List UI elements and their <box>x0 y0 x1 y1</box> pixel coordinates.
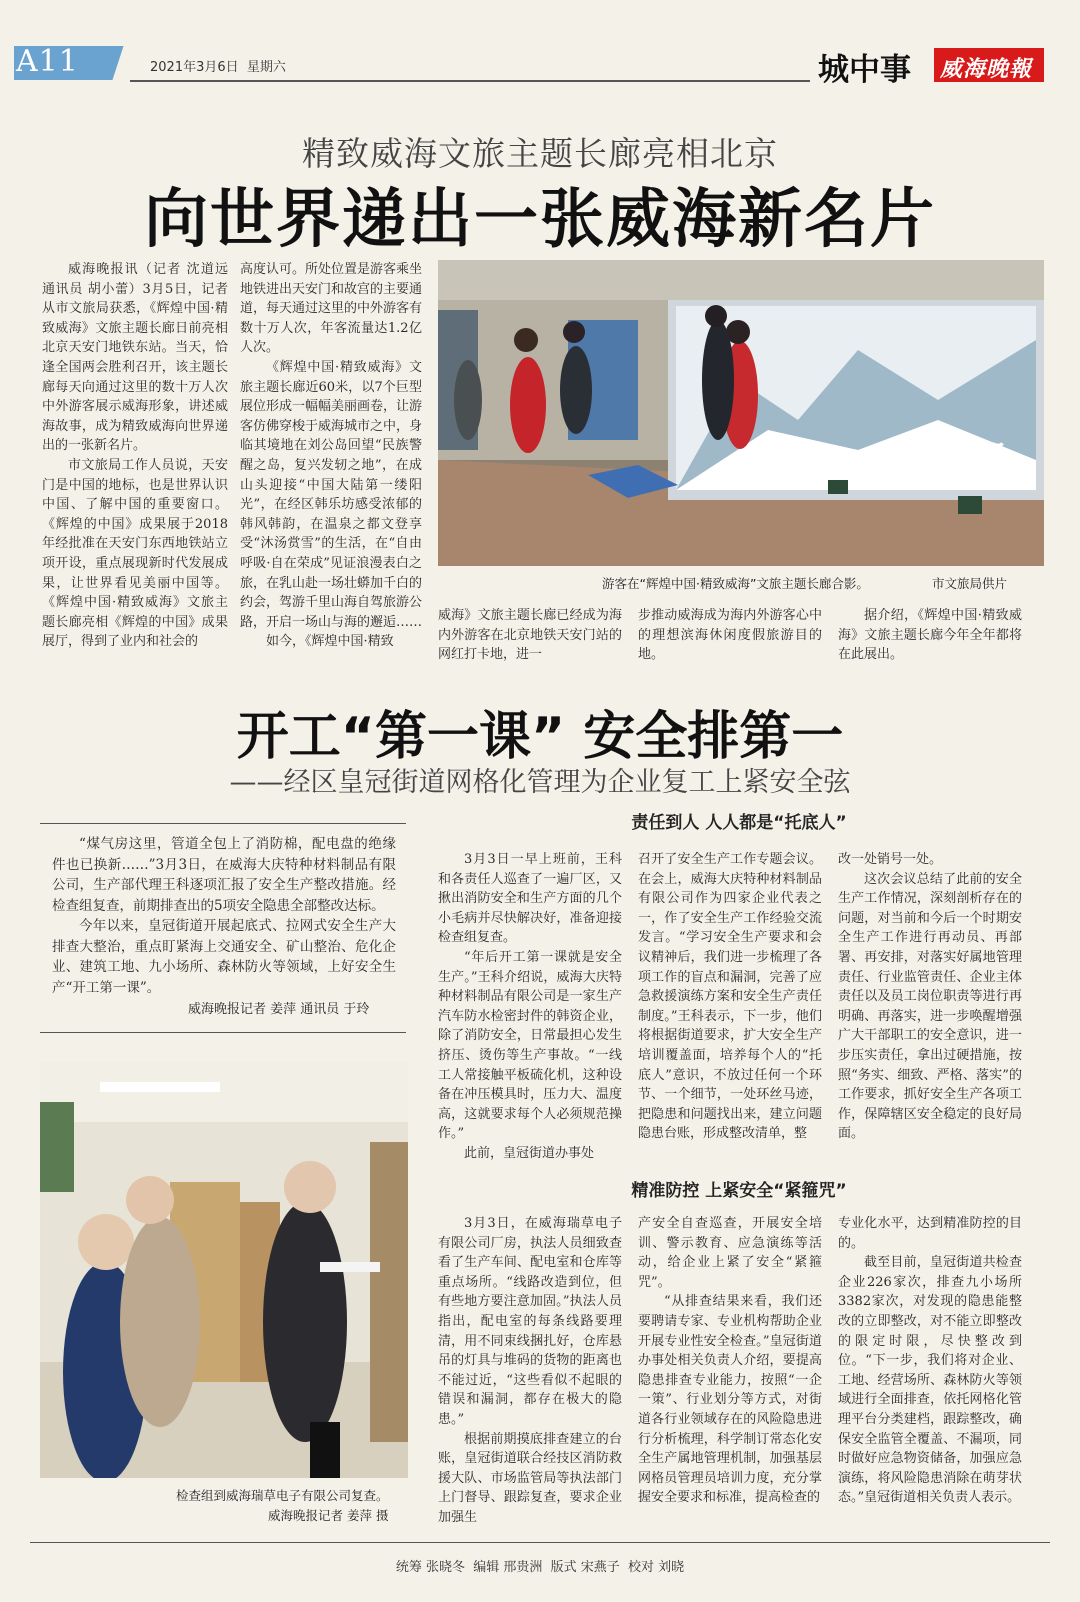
story1-column-2 <box>240 260 422 652</box>
story2-sec1-col-2 <box>638 850 822 1144</box>
footer-rule <box>30 1542 1050 1543</box>
paragraph: 截至目前，皇冠街道共检查企业226家次，排查九小场所3382家次，对发现的隐患能整改的立即整改，对不能立即整改的限定时限，尽快整改到位。“下一步，我们将对企业、工地、经营场所、森林防火等领域进行全面排查，依托网格化管理平台分类建档，跟踪整改，确保安全监管全覆盖、不漏项，同时做好应急物资储备，加强应急演练，将风险隐患消除在萌芽状态。”皇冠街道相关负责人表示。 <box>838 1255 1022 1506</box>
paragraph: 召开了安全生产工作专题会议。在会上，威海大庆特种材料制品有限公司作为四家企业代表之一，作了安全生产工作经验交流发言。“学习安全生产要求和会议精神后，我们进一步梳理了各项工作的盲点和漏洞，完善了应急救援演练方案和安全生产责任制度。”王科表示，下一步，他们将根据街道要求，扩大安全生产培训覆盖面，培养每个人的“托底人”意识，不放过任何一个环节、一个细节，一处环丝马迹，把隐患和问题找出来，建立问题隐患台账，形成整改清单，整 <box>638 852 822 1142</box>
lead-bottom-rule <box>40 1032 406 1033</box>
story1-bottom-col-3 <box>838 606 1022 665</box>
story2-sec2-col-2 <box>638 1214 822 1508</box>
story2-byline: 威海晚报记者 姜萍 通讯员 于玲 <box>188 1002 370 1017</box>
story2-sec1-col-1 <box>438 850 622 1164</box>
paragraph: 威海晚报讯（记者 沈道远 通讯员 胡小蕾）3月5日，记者从市文旅局获悉，《辉煌中国·精致威海》文旅主题长廊日前亮相北京天安门地铁东站。当天，恰逢全国两会胜利召开，该主题长廊每天向通过这里的数十万人次中外游客展示威海形象，讲述威海故事，成为精致威海向世界递出的一张新名片。 <box>42 262 228 454</box>
story1-bottom-col-2 <box>638 606 822 665</box>
story2-sec2-col-3 <box>838 1214 1022 1508</box>
section-title: 城中事 <box>818 52 911 88</box>
story2-subheadline: ——经区皇冠街道网格化管理为企业复工上紧安全弦 <box>229 767 851 798</box>
story2-headline: 开工“第一课” 安全排第一 <box>236 707 844 767</box>
story1-headline: 向世界递出一张威海新名片 <box>144 183 936 257</box>
story2-photo-caption: 检查组到威海瑞草电子有限公司复查。 <box>176 1488 389 1503</box>
paragraph: 根据前期摸底排查建立的台账，皇冠街道联合经技区消防救援大队、市场监管局等执法部门上门督导、跟踪复查，要求企业加强生 <box>438 1431 622 1525</box>
masthead-rule <box>130 80 810 82</box>
paragraph: 此前，皇冠街道办事处 <box>464 1145 595 1161</box>
paragraph: 《辉煌中国·精致威海》文旅主题长廊近60米，以7个巨型展位形成一幅幅美丽画卷，让游客仿佛穿梭于威海城市之中，身临其境地在刘公岛回望“民族警醒之岛，复兴发轫之地”，在成山头迎接“中国大陆第一缕阳光”，在经区韩乐坊感受浓郁的韩风韩韵，在温泉之都文登享受“沐汤赏雪”的生活，在“自由呼吸·自在荣成”见证浪漫表白之旅，在乳山赴一场壮蟒加千白的约会，驾游千里山海自驾旅游公路，开启一场山与海的邂逅…… <box>240 359 423 630</box>
story1-column-1 <box>42 260 228 652</box>
paragraph: 产安全自查巡查，开展安全培训、警示教育、应急演练等活动，给企业上紧了安全“紧箍咒”。 <box>638 1216 822 1290</box>
paragraph: 高度认可。所处位置是游客乘坐地铁进出天安门和故宫的主要通道，每天通过这里的中外游客有数十万人次，年客流量达1.2亿人次。 <box>240 262 423 356</box>
paragraph: 威海》文旅主题长廊已经成为海内外游客在北京地铁天安门站的网红打卡地，进一 <box>438 608 622 663</box>
paragraph: 今年以来，皇冠街道开展起底式、拉网式安全生产大排查大整治，重点盯紧海上交通安全、矿山整治、危化企业、建筑工地、九小场所、森林防火等领域，上好安全生产“开工第一课”。 <box>52 918 396 996</box>
paragraph: 市文旅局工作人员说，天安门是中国的地标，也是世界认识中国、了解中国的重要窗口。《辉煌的中国》成果展于2018年经批准在天安门东西地铁站立项开设，重点展现新时代发展成果，让世界看见美丽中国等。《辉煌中国·精致威海》文旅主题长廊亮相《辉煌的中国》成果展厅，得到了业内和社会的 <box>42 457 228 650</box>
newspaper-logo-text: 威海晚報 <box>940 56 1033 82</box>
masthead <box>0 0 1080 100</box>
paragraph: 如今，《辉煌中国·精致 <box>266 634 394 650</box>
story1-photo-caption: 游客在“辉煌中国·精致威海”文旅主题长廊合影。 <box>602 576 869 591</box>
paragraph: “煤气房这里，管道全包上了消防棉，配电盘的绝缘件也已换新……”3月3日，在威海大庆特种材料制品有限公司，生产部代理王科逐项汇报了安全生产整改措施。经检查组复查，前期排查出的5项安全隐患全部整改达标。 <box>52 836 396 914</box>
paragraph: 专业化水平，达到精准防控的目的。 <box>838 1216 1022 1251</box>
paragraph: “从排查结果来看，我们还要聘请专家、专业机构帮助企业开展专业性安全检查。”皇冠街道办事处相关负责人介绍，要提高隐患排查专业能力，按照“一企一策”、行业划分等方式，对街道各行业领域存在的风险隐患进行分析梳理，科学制订常态化安全生产属地管理机制，加强基层网格员管理员培训力度，充分掌握安全要求和标准，提高检查的 <box>638 1294 822 1506</box>
paragraph: 据介绍，《辉煌中国·精致威海》文旅主题长廊今年全年都将在此展出。 <box>838 608 1022 663</box>
issue-date: 2021年3月6日 星期六 <box>150 60 286 75</box>
story2-subhead-1: 责任到人 人人都是“托底人” <box>631 813 847 833</box>
story1-bottom-col-1 <box>438 606 622 665</box>
paragraph: 3月3日一早上班前，王科和各责任人巡查了一遍厂区，又揪出消防安全和生产方面的几个小毛病并尽快解决好，准备迎接检查组复查。 <box>438 852 622 946</box>
photo-banner-text: 温泉之都· <box>900 441 1014 471</box>
story1-kicker: 精致威海文旅主题长廊亮相北京 <box>302 134 778 173</box>
story1-photo <box>438 260 1044 566</box>
paragraph: 3月3日，在威海瑞草电子有限公司厂房，执法人员细致查看了生产车间、配电室和仓库等重点场所。“线路改造到位，但有些地方要注意加固。”执法人员指出，配电室的每条线路要理清，用不同束线捆扎好，仓库悬吊的灯具与堆码的货物的距离也不能过近，“这些看似不起眼的错误和漏洞，都存在极大的隐患。” <box>438 1216 622 1427</box>
paragraph: 改一处销号一处。 <box>838 852 943 867</box>
story2-photo <box>40 1062 408 1478</box>
story1-photo-credit: 市文旅局供片 <box>932 576 1008 591</box>
story2-sec1-col-3 <box>838 850 1022 1144</box>
subway-corridor-image <box>438 260 1044 566</box>
story2-lead <box>52 834 396 998</box>
story2-subhead-2: 精准防控 上紧安全“紧箍咒” <box>631 1181 847 1201</box>
footer-staff-credits: 统筹 张晓冬 编辑 邢贵洲 版式 宋燕子 校对 刘晓 <box>395 1560 685 1575</box>
story2-sec2-col-1 <box>438 1214 622 1528</box>
story2-photo-credit: 威海晚报记者 姜萍 摄 <box>268 1508 389 1523</box>
lead-top-rule <box>40 823 406 824</box>
paragraph: “年后开工第一课就是安全生产。”王科介绍说，威海大庆特种材料制品有限公司是一家生产汽车防水检密封件的韩资企业，除了消防安全，日常最担心发生挤压、烫伤等生产事故。“一线工人常接触平板硫化机，这种设备在冲压模具时，压力大、温度高，这就要求每个人必须规范操作。” <box>438 949 622 1142</box>
paragraph: 这次会议总结了此前的安全生产工作情况，深刻剖析存在的问题，对当前和今后一个时期安全生产工作进行再动员、再部署、再安排，对落实好属地管理责任、行业监管责任、企业主体责任以及员工岗位职责等进行再明确、再落实，进一步唤醒增强广大干部职工的安全意识，进一步压实责任，拿出过硬措施，按照“务实、细致、严格、落实”的工作要求，抓好安全生产各项工作，保障辖区安全稳定的良好局面。 <box>838 871 1022 1142</box>
paragraph: 步推动威海成为海内外游客心中的理想滨海休闲度假旅游目的地。 <box>638 608 822 663</box>
page-number: A11 <box>16 44 79 79</box>
factory-inspection-image <box>40 1062 408 1478</box>
